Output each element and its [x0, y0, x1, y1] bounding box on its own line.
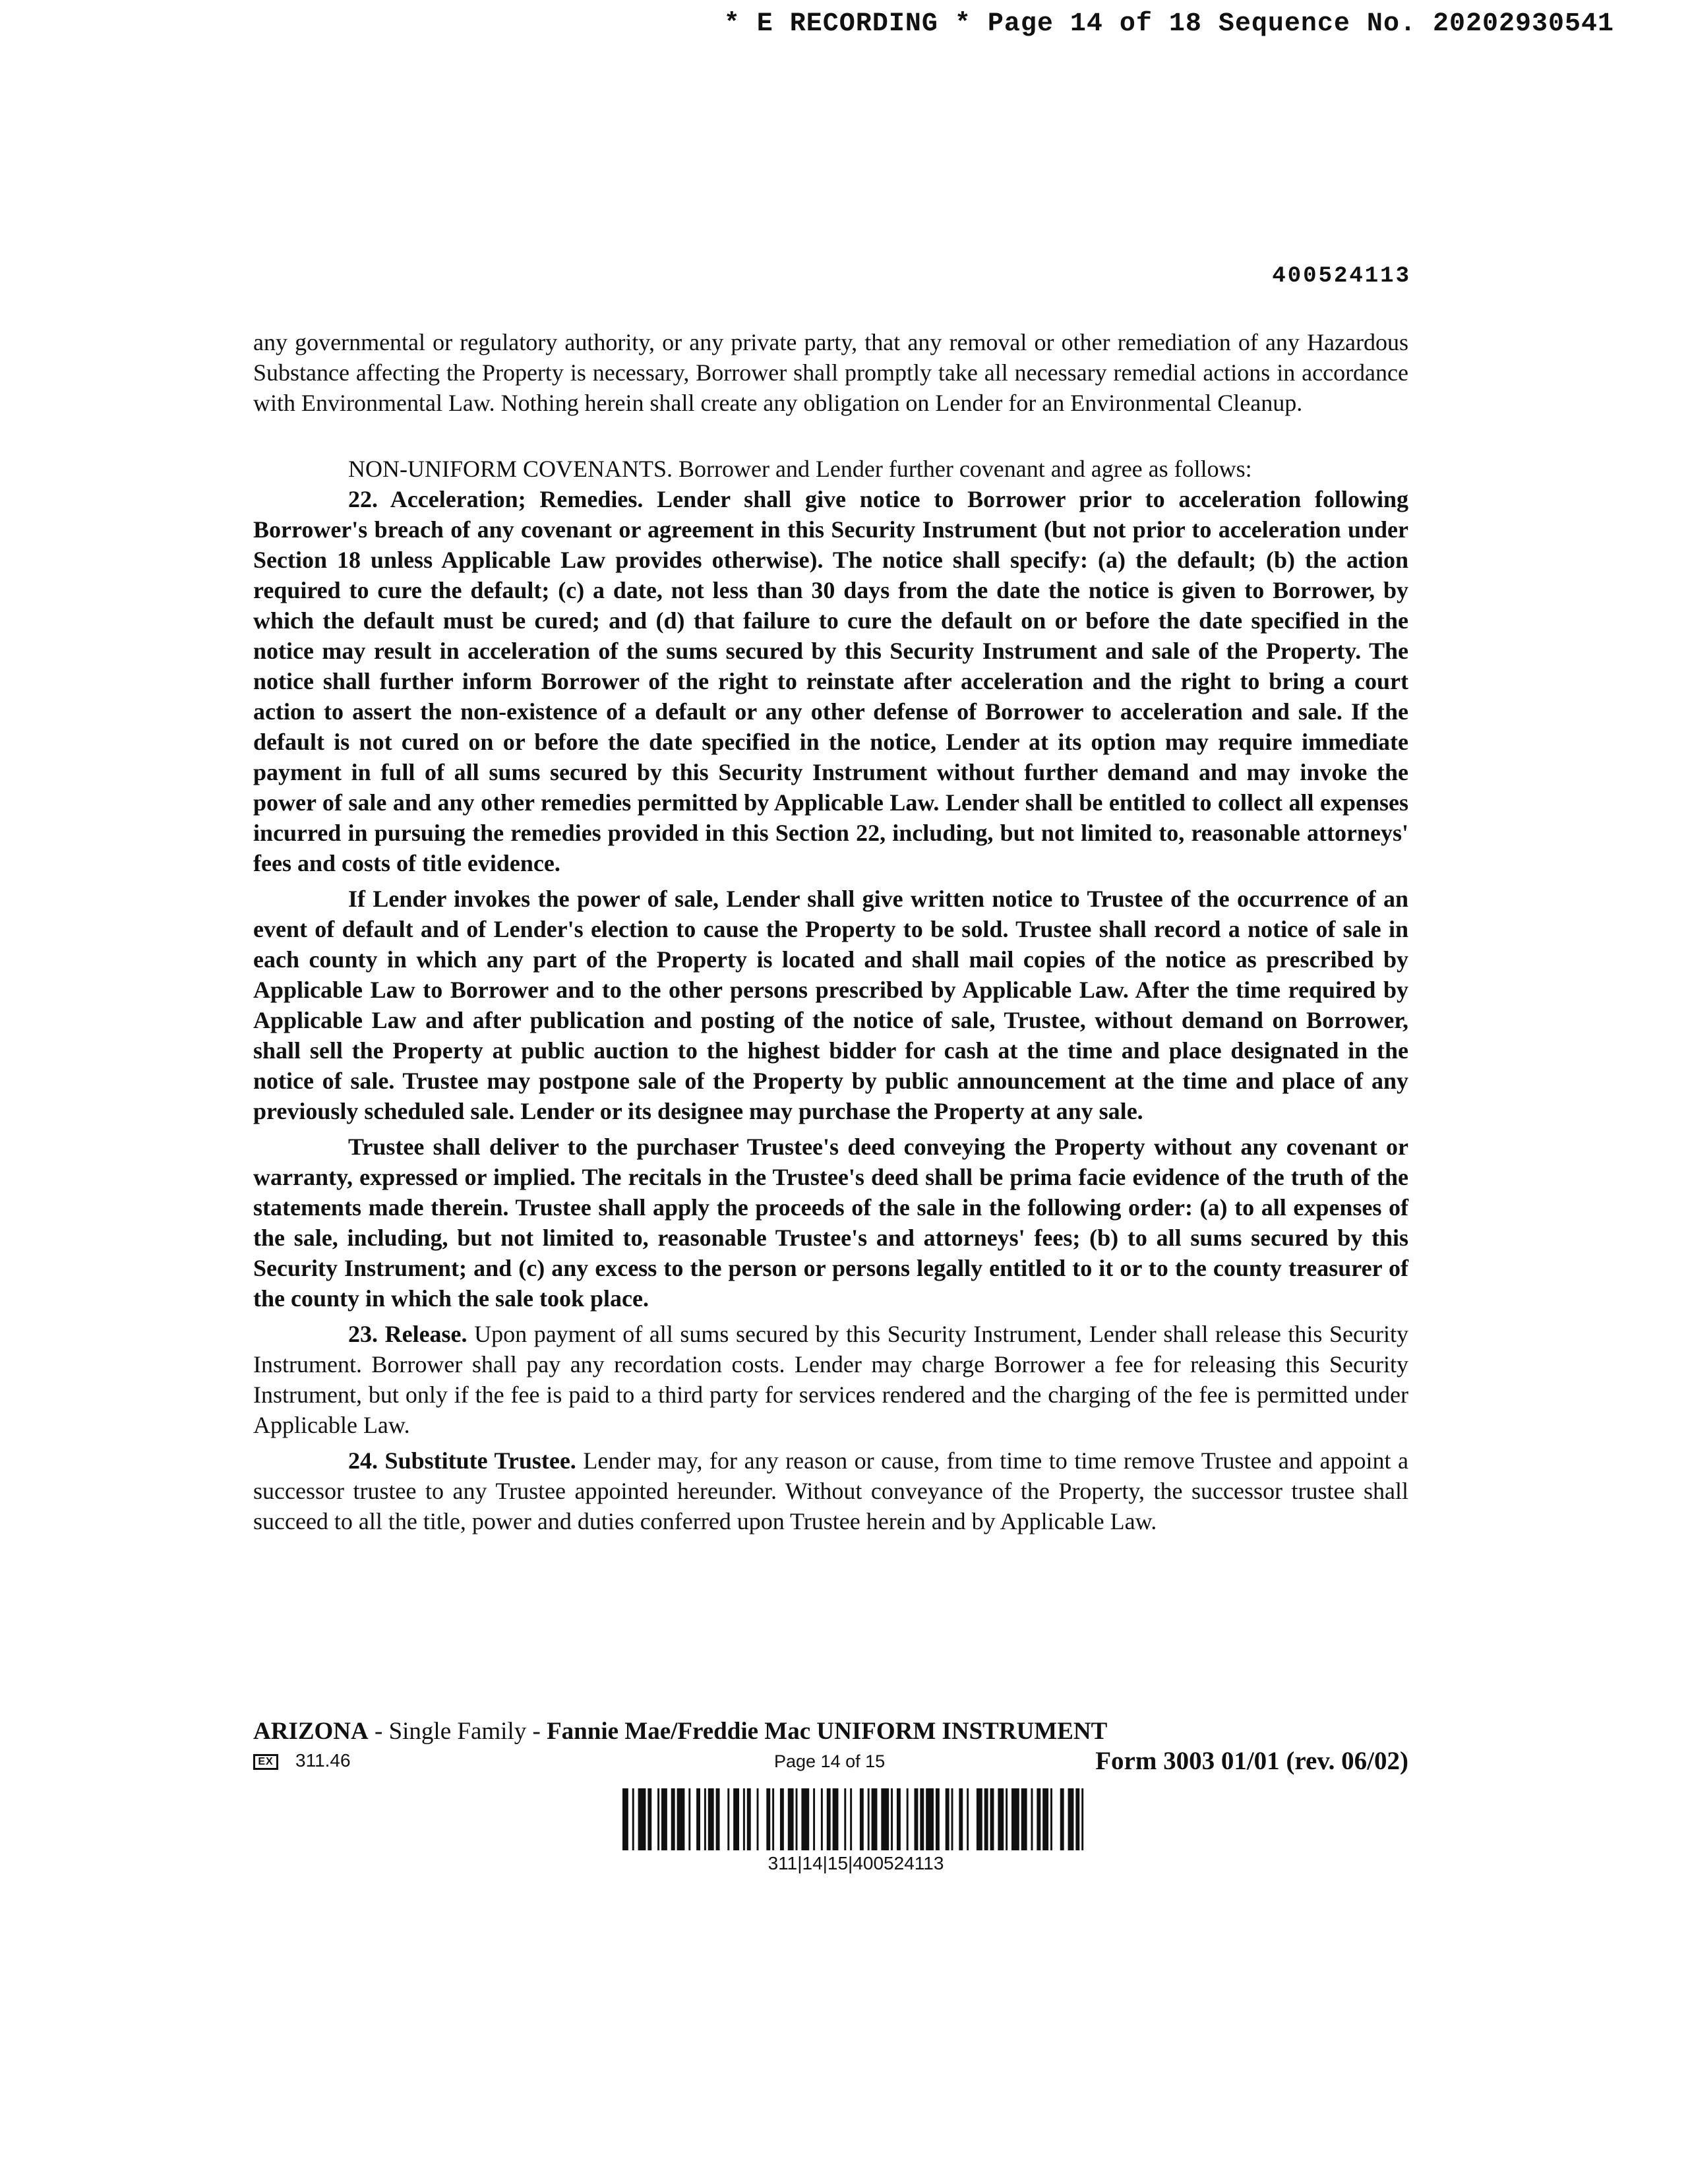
- ex-logo-icon: EX: [253, 1754, 278, 1770]
- release-heading: 23. Release.: [348, 1321, 467, 1347]
- loan-number: 400524113: [1272, 264, 1411, 289]
- paragraph-non-uniform-covenants: NON-UNIFORM COVENANTS. Borrower and Lender further covenant and agree as follows:: [348, 456, 1252, 482]
- footer-state: ARIZONA: [253, 1718, 369, 1745]
- form-code: 311.46: [295, 1750, 351, 1771]
- page-number: Page 14 of 15: [774, 1751, 886, 1771]
- barcode-icon: [622, 1788, 1089, 1850]
- paragraph-power-of-sale: If Lender invokes the power of sale, Lender shall give written notice to Trustee of the occurrence of an event of default and of Lender's election to cause the Property to be sold. Trustee shall record a notice of sale in each county in which any part of the Property is located and shall mail copies of the notice as prescribed by Applicable Law to Borrower and to the other persons prescribed by Applicable Law. After the time required by Applicable Law and after publication and posting of the notice of sale, Trustee, without demand on Borrower, shall sell the Property at public auction to the highest bidder for cash at the time and place designated in the notice of sale. Trustee may postpone sale of the Property by public announcement at the time and place of any previously scheduled sale. Lender or its designee may purchase the Property at any sale.: [253, 886, 1408, 1124]
- recording-header: * E RECORDING * Page 14 of 18 Sequence No. 20202930541: [723, 9, 1614, 39]
- footer-family: Single Family: [388, 1718, 527, 1745]
- paragraph-acceleration-remedies: 22. Acceleration; Remedies. Lender shall give notice to Borrower prior to acceleration following Borrower's breach of any covenant or agreement in this Security Instrument (but not prior to acceleration under Section 18 unless Applicable Law provides otherwise). The notice shall specify: (a) the default; (b) the action required to cure the default; (c) a date, not less than 30 days from the date the notice is given to Borrower, by which the default must be cured; and (d) that failure to cure the default on or before the date specified in the notice may result in acceleration of the sums secured by this Security Instrument and sale of the Property. The notice shall further inform Borrower of the right to reinstate after acceleration and the right to bring a court action to assert the non-existence of a default or any other defense of Borrower to acceleration and sale. If the default is not cured on or before the date specified in the notice, Lender at its option may require immediate payment in full of all sums secured by this Security Instrument without further demand and may invoke the power of sale and any other remedies permitted by Applicable Law. Lender shall be entitled to collect all expenses incurred in pursuing the remedies provided in this Section 22, including, but not limited to, reasonable attorneys' fees and costs of title evidence.: [253, 486, 1408, 876]
- footer-separator: -: [368, 1718, 389, 1745]
- footer-instrument: Fannie Mae/Freddie Mac UNIFORM INSTRUMENT: [547, 1718, 1108, 1745]
- footer-separator: -: [526, 1718, 547, 1745]
- substitute-trustee-heading: 24. Substitute Trustee.: [348, 1447, 576, 1474]
- substitute-trustee-text: Lender may, for any reason or cause, from time to time remove Trustee and appoint a successor trustee to any Trustee appointed hereunder. Without conveyance of the Property, the successor trustee shall succeed to all the title, power and duties conferred upon Trustee herein and by Applicable Law.: [253, 1447, 1409, 1534]
- form-number: Form 3003 01/01 (rev. 06/02): [1095, 1747, 1408, 1775]
- paragraph-substitute-trustee: [253, 1445, 1408, 1536]
- paragraph-trustee-deed: Trustee shall deliver to the purchaser Trustee's deed conveying the Property without any covenant or warranty, expressed or implied. The recitals in the Trustee's deed shall be prima facie evidence of the truth of the statements made therein. Trustee shall apply the proceeds of the sale in the following order: (a) to all expenses of the sale, including, but not limited to, reasonable Trustee's and attorneys' fees; (b) to all sums secured by this Security Instrument; and (c) any excess to the person or persons legally entitled to it or to the county treasurer of the county in which the sale took place.: [253, 1134, 1408, 1312]
- document-body: [253, 327, 1408, 1536]
- footer-row: [253, 1747, 1408, 1779]
- paragraph-release: [253, 1319, 1408, 1440]
- form-footer: [253, 1717, 1408, 1779]
- footer-title: [253, 1717, 1408, 1746]
- paragraph-environmental: any governmental or regulatory authority, or any private party, that any removal or other remediation of any Hazardous Substance affecting the Property is necessary, Borrower shall promptly take all necessary remedial actions in accordance with Environmental Law. Nothing herein shall create any obligation on Lender for an Environmental Cleanup.: [253, 329, 1408, 416]
- release-text: Upon payment of all sums secured by this Security Instrument, Lender shall release this Security Instrument. Borrower shall pay any recordation costs. Lender may charge Borrower a fee for releasing this Security Instrument, but only if the fee is paid to a third party for services rendered and the charging of the fee is permitted under Applicable Law.: [253, 1321, 1408, 1438]
- barcode-text: 311|14|15|400524113: [768, 1853, 944, 1873]
